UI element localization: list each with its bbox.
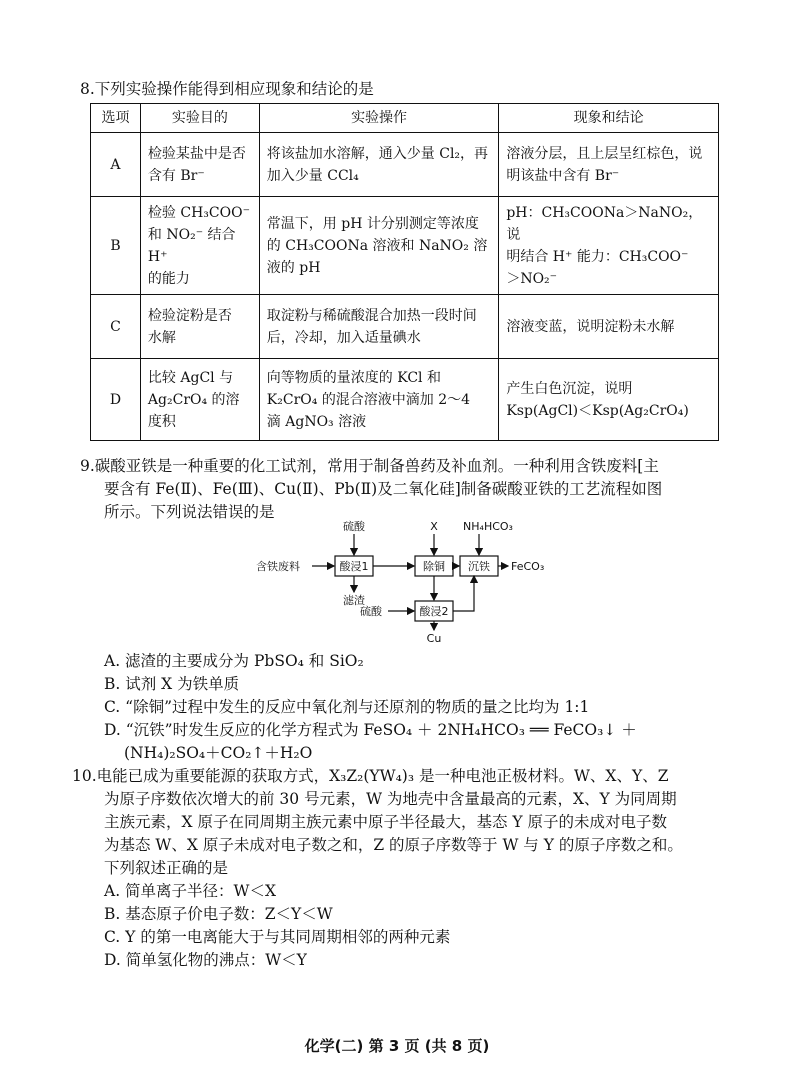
q10-option-d: D. 简单氢化物的沸点：W＜Y bbox=[104, 951, 307, 969]
row-operation: 向等物质的量浓度的 KCl 和 K₂CrO₄ 的混合溶液中滴加 2～4 滴 AgNO₃ 溶液 bbox=[259, 359, 499, 441]
header-operation: 实验操作 bbox=[259, 104, 499, 133]
q10-option-a: A. 简单离子半径：W＜X bbox=[104, 882, 277, 900]
raw-material-label: 含铁废料 bbox=[256, 560, 300, 573]
row-option: B bbox=[91, 197, 141, 295]
q10-stem-line-4: 为基态 W、X 原子未成对电子数之和，Z 的原子序数等于 W 与 Y 的原子序数之和。 bbox=[104, 836, 683, 854]
q9-stem-line-3: 所示。下列说法错误的是 bbox=[104, 503, 275, 521]
row-operation: 取淀粉与稀硫酸混合加热一段时间 后，冷却，加入适量碘水 bbox=[259, 295, 499, 359]
residue-label: 滤渣 bbox=[343, 594, 365, 607]
row-purpose: 比较 AgCl 与 Ag₂CrO₄ 的溶 度积 bbox=[140, 359, 259, 441]
q9-stem-line-2: 要含有 Fe(Ⅱ)、Fe(Ⅲ)、Cu(Ⅱ)、Pb(Ⅱ)及二氧化硅]制备碳酸亚铁的工艺流程如图 bbox=[104, 480, 663, 498]
table-row bbox=[91, 197, 719, 295]
q9-option-c: C. “除铜”过程中发生的反应中氧化剂与还原剂的物质的量之比均为 1:1 bbox=[104, 698, 590, 716]
header-result: 现象和结论 bbox=[499, 104, 719, 133]
row-result: 产生白色沉淀，说明 Ksp(AgCl)＜Ksp(Ag₂CrO₄) bbox=[499, 359, 719, 441]
q10-stem-line-1: 10.电能已成为重要能源的获取方式，X₃Z₂(YW₄)₃ 是一种电池正极材料。W、X、Y、Z bbox=[72, 767, 669, 785]
row-result: 溶液分层，且上层呈红棕色，说 明该盐中含有 Br⁻ bbox=[499, 133, 719, 197]
row-operation: 常温下，用 pH 计分别测定等浓度 的 CH₃COONa 溶液和 NaNO₂ 溶 液的 pH bbox=[259, 197, 499, 295]
row-result: pH：CH₃COONa＞NaNO₂，说 明结合 H⁺ 能力：CH₃COO⁻ ＞NO₂⁻ bbox=[499, 197, 719, 295]
header-option: 选项 bbox=[91, 104, 141, 133]
row-purpose: 检验某盐中是否 含有 Br⁻ bbox=[140, 133, 259, 197]
page-footer: 化学(二) 第 3 页 (共 8 页) bbox=[304, 1037, 490, 1055]
nh4hco3-label: NH₄HCO₃ bbox=[463, 520, 513, 533]
product-label: FeCO₃ bbox=[511, 560, 545, 573]
q10-stem-line-5: 下列叙述正确的是 bbox=[104, 859, 229, 877]
q10-option-b: B. 基态原子价电子数：Z＜Y＜W bbox=[104, 905, 333, 923]
q9-stem-line-1: 9.碳酸亚铁是一种重要的化工试剂，常用于制备兽药及补血剂。一种利用含铁废料[主 bbox=[80, 457, 659, 475]
sulfuric-acid-1-label: 硫酸 bbox=[343, 520, 365, 533]
row-result: 溶液变蓝，说明淀粉未水解 bbox=[499, 295, 719, 359]
copper-label: Cu bbox=[426, 632, 442, 645]
decopper-label: 除铜 bbox=[423, 560, 445, 573]
q10-option-c: C. Y 的第一电离能大于与其同周期相邻的两种元素 bbox=[104, 928, 451, 946]
row-purpose: 检验 CH₃COO⁻ 和 NO₂⁻ 结合 H⁺ 的能力 bbox=[140, 197, 259, 295]
acid-leach-2-label: 酸浸2 bbox=[419, 605, 449, 618]
reagent-x-label: X bbox=[430, 520, 438, 533]
sulfuric-acid-2-label: 硫酸 bbox=[360, 605, 382, 618]
q9-option-d: D. “沉铁”时发生反应的化学方程式为 FeSO₄ ＋ 2NH₄HCO₃ ══ FeCO₃↓ ＋ bbox=[104, 721, 637, 739]
header-purpose: 实验目的 bbox=[140, 104, 259, 133]
table-header-row bbox=[91, 104, 719, 133]
q9-option-a: A. 滤渣的主要成分为 PbSO₄ 和 SiO₂ bbox=[104, 652, 364, 670]
table-row bbox=[91, 359, 719, 441]
row-option: A bbox=[91, 133, 141, 197]
row-purpose: 检验淀粉是否 水解 bbox=[140, 295, 259, 359]
table-row bbox=[91, 133, 719, 197]
table-row bbox=[91, 295, 719, 359]
experiment-table bbox=[90, 103, 719, 441]
q10-stem-line-3: 主族元素，X 原子在同周期主族元素中原子半径最大，基态 Y 原子的未成对电子数 bbox=[104, 813, 668, 831]
row-option: C bbox=[91, 295, 141, 359]
q8-stem: 8.下列实验操作能得到相应现象和结论的是 bbox=[80, 80, 374, 98]
process-flow-diagram bbox=[250, 520, 570, 645]
acid-leach-1-label: 酸浸1 bbox=[339, 560, 369, 573]
q9-option-b: B. 试剂 X 为铁单质 bbox=[104, 675, 240, 693]
q9-option-d-continued: (NH₄)₂SO₄＋CO₂↑＋H₂O bbox=[124, 744, 313, 762]
row-operation: 将该盐加水溶解，通入少量 Cl₂，再 加入少量 CCl₄ bbox=[259, 133, 499, 197]
iron-precipitation-label: 沉铁 bbox=[468, 560, 490, 573]
q10-stem-line-2: 为原子序数依次增大的前 30 号元素，W 为地壳中含量最高的元素，X、Y 为同周期 bbox=[104, 790, 677, 808]
row-option: D bbox=[91, 359, 141, 441]
